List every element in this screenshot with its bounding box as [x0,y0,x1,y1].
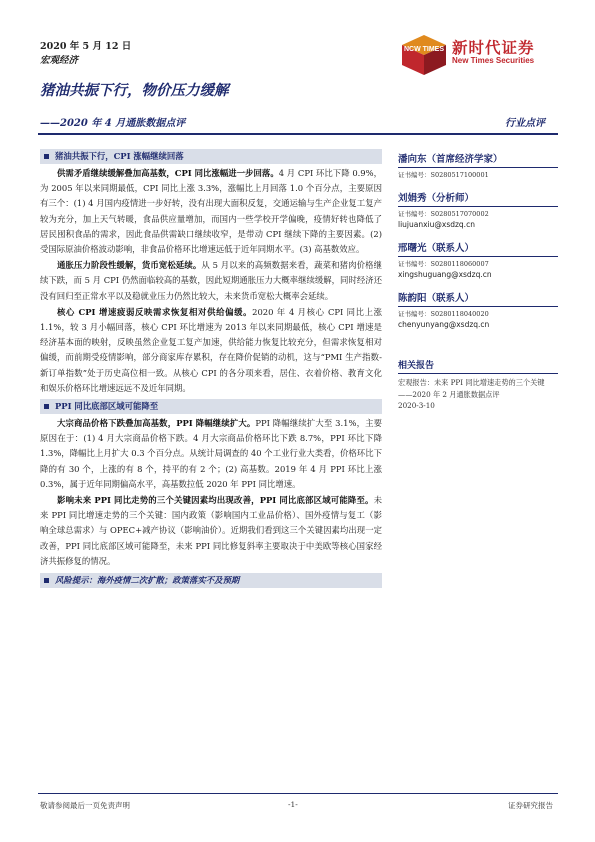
risk-warning: 风险提示：海外疫情二次扩散；政策落实不及预期 [40,573,382,588]
report-title: 猪油共振下行，物价压力缓解 [40,82,229,99]
header-divider [38,133,558,135]
main-column [40,149,382,588]
related-report-date: 2020-3-10 [398,401,435,410]
company-name-en: New Times Securities [452,56,535,65]
section-heading-ppi: PPI 同比底部区域可能降至 [40,399,382,414]
analyst-name: 潘向东（首席经济学家） [398,151,558,168]
footer-label: 证券研究报告 [508,801,553,810]
related-reports [398,358,558,412]
analyst-cert: 证书编号：S0280118040020 [398,310,489,318]
square-bullet-icon [44,578,49,583]
paragraph: 核心 CPI 增速疲弱反映需求恢复相对供给偏缓。2020 年 4 月核心 CPI 同比上涨 1.1%，较 3 月小幅回落，核心 CPI 环比增速为 2013 年以来同期最低，核心 CPI 增速是经济基本面的映射，反映虽然企业复工复产加速，供给能力恢复比较充分，但需求恢复相对偏缓，而前期受疫情影响，部分商家库存累积，存在降价促销的动机，这与“PMI 生产指数-新订单指数”处于历史高位相一致。从核心 CPI 的各分项来看，居住、衣着价格、教育文化和娱乐价格环比增速远远不及近年同期。 [40,306,382,393]
paragraph: 大宗商品价格下跌叠加高基数，PPI 降幅继续扩大。PPI 降幅继续扩大至 3.1%，主要原因在于：(1) 4 月大宗商品价格下跌。4 月大宗商品价格环比下跌 8.7%，PPI 环比下降 1.3%，降幅比上月扩大 0.3 个百分点。从统计局调查的 40 个工业行业大类看，价格环比下降的有 30 个，上涨的有 8 个，持平的有 2 个；(2) 高基数。2019 年 4 月 PPI 环比上涨 0.3%，属于近年同期偏高水平，高基数拉低 2020 年 PPI 同比增速。 [40,418,382,489]
paragraph: 通胀压力阶段性缓解，货币宽松延续。从 5 月以来的高频数据来看，蔬菜和猪肉价格继续下跌，而 5 月 CPI 仍然面临较高的基数，因此短期通胀压力大概率继续缓解，同时经济还没有回归至正常水平以及稳就业压力仍然比较大，未来货币宽松大概率会延续。 [40,260,382,301]
analyst-card [398,151,558,180]
analyst-cert: 证书编号：S0280118060007 [398,260,489,268]
disclaimer-note: 敬请参阅最后一页免责声明 [40,801,130,810]
side-column [398,151,558,412]
analyst-cert: 证书编号：S0280517070002 [398,210,489,218]
analyst-card [398,190,558,230]
report-category: 宏观经济 [40,55,79,66]
logo-icon [398,33,450,77]
report-type-tag: 行业点评 [505,118,545,129]
analyst-card [398,290,558,330]
report-date: 2020 年 5 月 12 日 [40,41,132,52]
paragraph: 供需矛盾继续缓解叠加高基数，CPI 同比涨幅进一步回落。4 月 CPI 环比下降 0.9%，为 2005 年以来同期最低，CPI 同比上涨 3.3%，涨幅比上月回落 1.0 个百分点，主要原因有三个：(1) 4 月国内疫情进一步好转，没有出现大面积反复，交通运输与生产企业复工复产较为充分，加上天气转暖，食品供应量增加，而国内一些学校开学偏晚，疫情好转也降低了居民囤积食品的需求，因此食品供需缺口继续收窄，是带动 CPI 继续下降的主要因素。(2) 受国际原油价格波动影响，非食品价格环比增速远低于近年同期水平。(3) 高基数效应。 [40,168,383,255]
square-bullet-icon [44,154,49,159]
page-number: -1- [288,800,298,809]
company-logo-mark [398,33,450,77]
related-report-link[interactable]: 宏观报告：未来 PPI 同比增速走势的三个关键——2020 年 2 月通胀数据点评 [398,378,545,399]
analyst-email[interactable]: chenyunyang@xsdzq.cn [398,320,490,329]
report-subtitle: ——2020 年 4 月通胀数据点评 [40,118,186,129]
analyst-email[interactable]: liujuanxiu@xsdzq.cn [398,220,475,229]
company-name-cn: 新时代证券 [452,38,535,57]
logo-mark-text: NCW TIMES [403,46,445,53]
section-heading-cpi: 猪油共振下行，CPI 涨幅继续回落 [40,149,382,164]
analyst-cert: 证书编号：S0280517100001 [398,171,489,179]
analyst-name: 陈韵阳（联系人） [398,290,558,307]
analyst-name: 邢曙光（联系人） [398,240,558,257]
analyst-email[interactable]: xingshuguang@xsdzq.cn [398,270,492,279]
footer-divider [38,793,558,794]
analyst-name: 刘娟秀（分析师） [398,190,558,207]
paragraph: 影响未来 PPI 同比走势的三个关键因素均出现改善，PPI 同比底部区域可能降至。未来 PPI 同比增速走势的三个关键：国内政策（影响国内工业品价格）、国外疫情与复工（影响全球总需求）与 OPEC+减产协议（影响油价）。近期我们看到这三个关键因素均出现一定改善，PPI 同比底部区域可能降至，未来 PPI 同比修复斜率主要取决于中美欧等核心国家经济共振修复的情况。 [40,495,382,566]
analyst-card [398,240,558,280]
square-bullet-icon [44,404,49,409]
related-reports-heading: 相关报告 [398,358,558,374]
